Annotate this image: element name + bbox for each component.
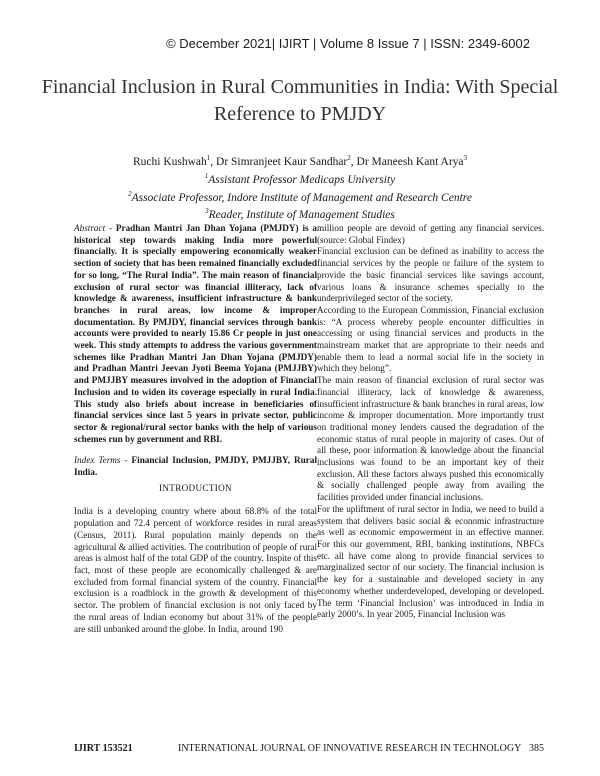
body-paragraph: million people are devoid of getting any financial services. (source: Global Findex) [317,223,544,245]
affiliation-sup: 2 [128,189,132,198]
affiliation [40,187,560,205]
journal-citation-header: © December 2021| IJIRT | Volume 8 Issue 7 | ISSN: 2349-6002 [166,36,530,51]
affiliation-text: Reader, Institute of Management Studies [208,209,395,222]
body-paragraph: According to the European Commission, Financial exclusion is: “A process whereby people encounter difficulties in accessing or using financial services and products in the mainstream market that are appropriate to their needs and enable them to lead a normal social life in the society in which they belong”. [317,304,544,374]
affiliation-text: Associate Professor, Indore Institute of Management and Research Centre [131,191,472,204]
body-paragraph: Financial exclusion can be defined as inability to access the financial services by the people or failure of the system to provide the basic financial services like savings account, various loans & insurance schemes specially to the underprivileged sector of the society. [317,246,544,304]
index-terms [74,455,317,478]
author-sup: 2 [347,154,351,162]
paper-title: Financial Inclusion in Rural Communities in India: With Special Reference to PMJDY [41,76,559,125]
footer-page-number: 385 [529,743,544,754]
affiliation-sup: 3 [205,207,209,216]
abstract-text: Pradhan Mantri Jan Dhan Yojana (PMJDY) is a historical step towards making India more powerful financially. It is specially empowering economically weaker section of society that has been remained financially excluded for so long, “The Rural India”. The main reason of financial exclusion of rural sector was financial illiteracy, lack of knowledge & awareness, insufficient infrastructure & bank branches in rural areas, low income & improper documentation. By PMJDY, financial services through bank accounts were provided to nearly 15.86 Cr people in just one week. This study attempts to address the various government schemes like Pradhan Mantri Jan Dhan Yojana (PMJDY) and Pradhan Mantri Jeevan Jyoti Beema Yojana (PMJJBY) and PMJJBY measures involved in the adoption of Financial Inclusion and to widen its coverage especially in rural India. This study also briefs about increase in beneficiaries of financial services since last 5 years in private sector, public sector & regional/rural sector banks with the help of various schemes run by government and RBI. [74,223,318,444]
author-sup: 1 [206,154,211,162]
section-heading-introduction: INTRODUCTION [158,482,232,493]
affiliation [40,204,560,222]
affiliation-sup: 1 [204,171,209,180]
body-paragraph: India is a developing country where about 68.8% of the total population and 72.4 percent of workforce resides in rural areas (Census, 2011). Rural population mainly depends on the agricultural & allied activities. The contribution of people of rural areas is almost half of the total GDP of the country. Inspite of this fact, most of these people are economically challenged & are excluded from formal financial system of the country. Financial exclusion is a roadblock in the growth & development of this sector. The problem of financial exclusion is not only faced by the rural areas of Indian economy but about 31% of the people are still unbanked around the globe. In India, around 190 [74,506,317,634]
author-sup: 3 [463,154,468,162]
author-block [40,151,560,222]
abstract-label: Abstract - [74,223,113,233]
footer-journal-name: INTERNATIONAL JOURNAL OF INNOVATIVE RESEARCH IN TECHNOLOGY [178,743,522,754]
right-column [317,223,544,621]
body-paragraph: The main reason of financial exclusion of rural sector was financial illiteracy, lack of knowledge & awareness, insufficient infrastructure & bank branches in rural areas, low income & improper documentation. More importantly trust on traditional money lenders caused the degradation of the economic status of rural people in majority of cases. Out of all these, poor information & knowledge about the financial inclusions was found to be an important key of their exclusion. All these factors always pushed this economically & socially challenged people away from availing the facilities provided under financial inclusions. [317,375,544,503]
affiliation-text: Assistant Professor Medicaps University [208,173,396,186]
affiliation [40,169,560,187]
abstract [74,223,317,445]
author-name: Dr Maneesh Kant Arya [356,155,464,168]
body-paragraph: For the upliftment of rural sector in India, we need to build a system that delivers basic social & economic infrastructure as well as economic empowerment in an effective manner. For this our government, RBI, banking institutions, NBFCs etc. all have come along to provide financial services to marginalized sector of our society. The financial inclusion is the key for a sustainable and developed society in any economy whether underdeveloped, developing or developed. The term ‘Financial Inclusion’ was introduced in India in early 2000’s. In year 2005, Financial Inclusion was [317,503,544,620]
footer-paper-id: IJIRT 153521 [74,743,133,754]
author-names: Ruchi Kushwah$^1$, Dr Simranjeet Kaur Sandhar$^2$, Dr Maneesh Kant Arya$^3$ [132,154,468,168]
index-terms-text: Financial Inclusion, PMJDY, PMJJBY, Rural India. [74,455,317,478]
author-name: Ruchi Kushwah [132,155,207,168]
author-name: Dr Simranjeet Kaur Sandhar [216,155,348,168]
left-column [74,223,317,635]
index-terms-label: Index Terms - [74,455,128,466]
